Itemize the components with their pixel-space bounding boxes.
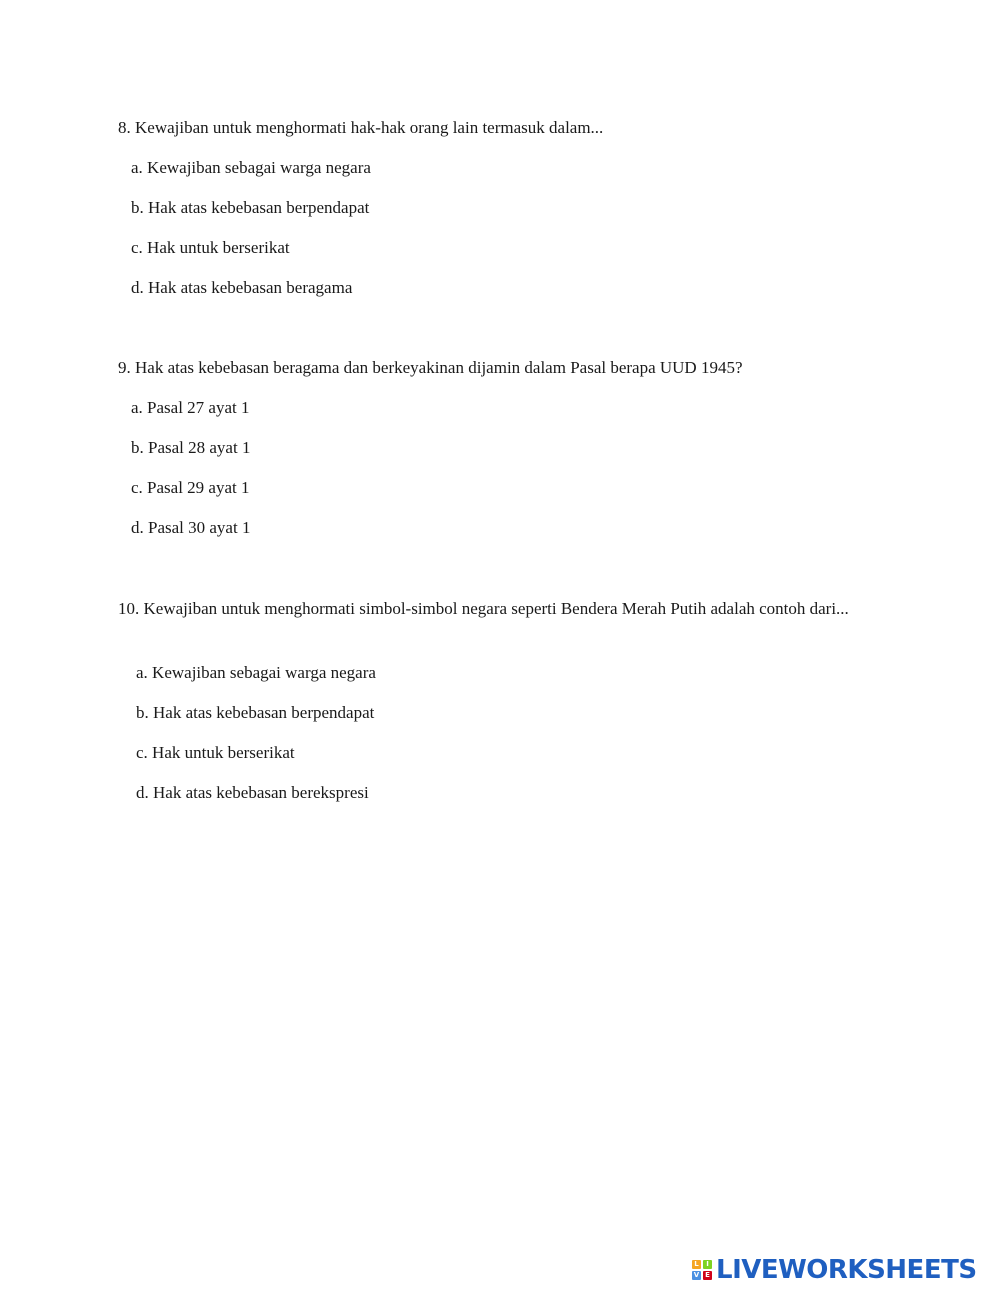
question-9-option-b[interactable]: b. Pasal 28 ayat 1 bbox=[131, 438, 251, 457]
question-10-text: 10. Kewajiban untuk menghormati simbol-simbol negara seperti Bendera Merah Putih adalah contoh dari... bbox=[118, 599, 849, 618]
question-10-option-d[interactable]: d. Hak atas kebebasan berekspresi bbox=[136, 783, 369, 802]
liveworksheets-logo bbox=[692, 1255, 977, 1285]
question-8-option-b[interactable]: b. Hak atas kebebasan berpendapat bbox=[131, 198, 370, 217]
logo-text: LIVEWORKSHEETS bbox=[716, 1255, 977, 1285]
logo-mark-letter-e: E bbox=[703, 1271, 712, 1280]
question-9-option-a[interactable]: a. Pasal 27 ayat 1 bbox=[131, 398, 250, 417]
question-9-text: 9. Hak atas kebebasan beragama dan berkeyakinan dijamin dalam Pasal berapa UUD 1945? bbox=[118, 358, 743, 377]
question-8-option-a[interactable]: a. Kewajiban sebagai warga negara bbox=[131, 158, 371, 177]
question-10-option-a[interactable]: a. Kewajiban sebagai warga negara bbox=[136, 663, 376, 682]
question-10-option-c[interactable]: c. Hak untuk berserikat bbox=[136, 743, 295, 762]
live-mark-icon bbox=[692, 1260, 712, 1280]
logo-mark-letter-v: V bbox=[693, 1271, 700, 1279]
logo-mark-letter-i: I bbox=[703, 1260, 712, 1269]
question-10-option-b[interactable]: b. Hak atas kebebasan berpendapat bbox=[136, 703, 375, 722]
question-8-text: 8. Kewajiban untuk menghormati hak-hak orang lain termasuk dalam... bbox=[118, 118, 604, 137]
question-9-option-d[interactable]: d. Pasal 30 ayat 1 bbox=[131, 518, 251, 537]
logo-mark-letter-l: L bbox=[692, 1260, 701, 1269]
question-9-option-c[interactable]: c. Pasal 29 ayat 1 bbox=[131, 478, 250, 497]
question-8-option-c[interactable]: c. Hak untuk berserikat bbox=[131, 238, 290, 257]
question-8-option-d[interactable]: d. Hak atas kebebasan beragama bbox=[131, 278, 353, 297]
